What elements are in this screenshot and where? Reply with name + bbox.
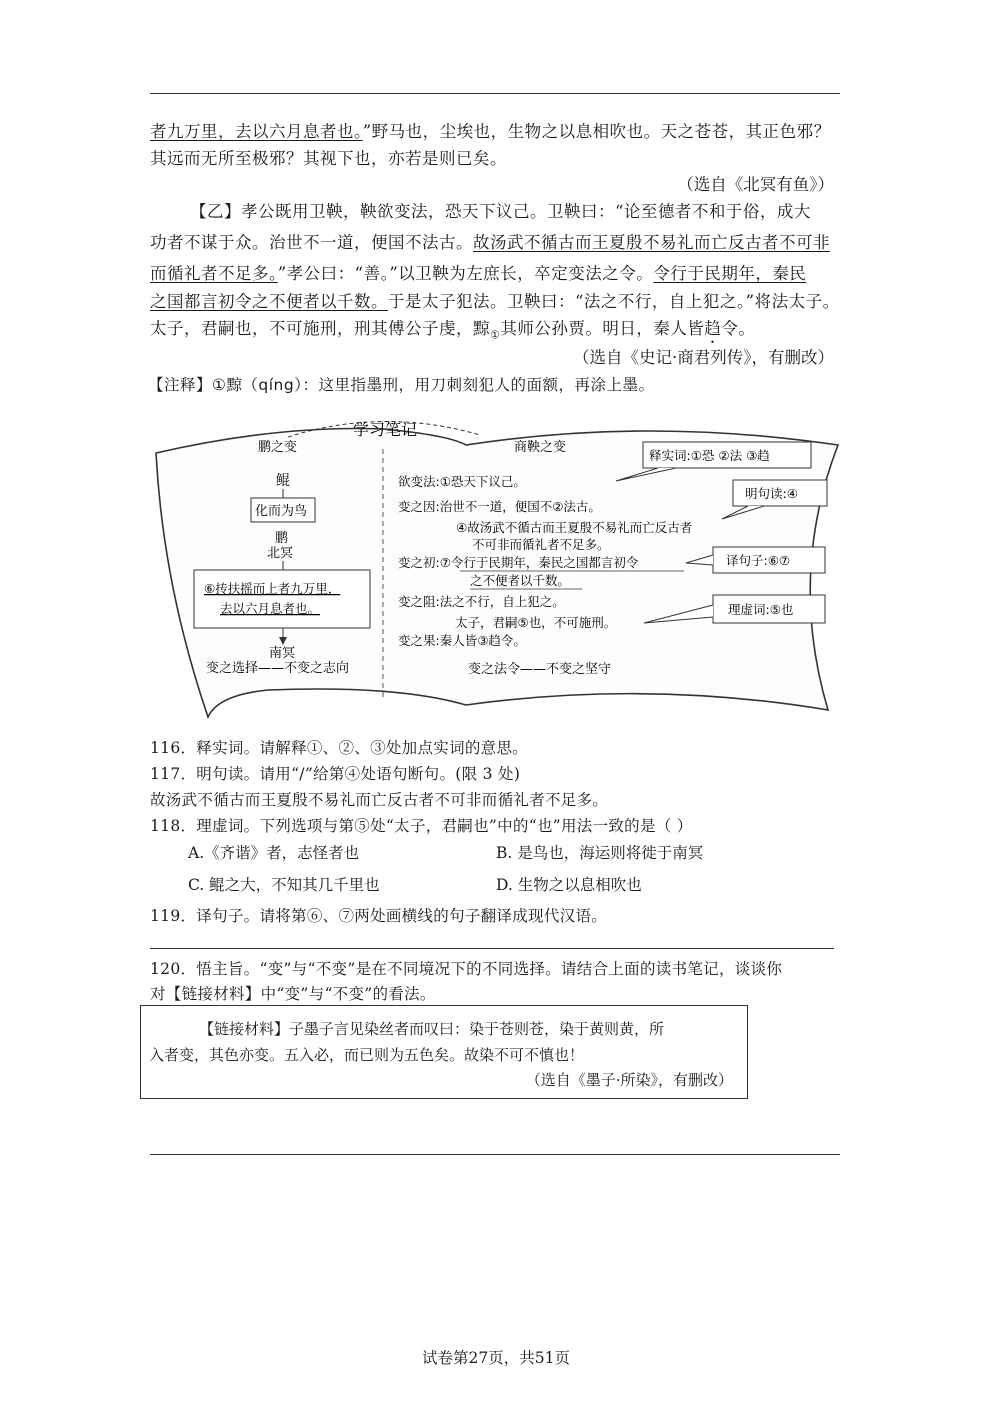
left-quote-line-2: 去以六月息者也。 [220,601,321,616]
linked-material-line-2: 入者变，其色亦变。五入必，而已则为五色矣。故染不可不慎也！ [149,1046,585,1064]
left-quote-line-1: ⑥抟扶摇而上者九万里， [204,581,341,596]
notes-title: 学习笔记 [353,420,418,439]
yi-line-4b: 于是太子犯法。卫鞅曰：“法之不行，自上犯之。”将法太子。 [388,292,840,311]
option-c[interactable]: C. 鲲之大，不知其几千里也 [188,876,380,894]
top-rule [150,93,840,94]
yi-underline-4b: 而循礼者不足多。 [150,264,278,283]
yi-line-2 [150,232,830,254]
callout-2: 明句读:④ [745,486,798,501]
question-120-line-1: 120．悟主旨。“变”与“不变”是在不同境况下的不同选择。请结合上面的读书笔记，谈谈你 [150,960,783,978]
linked-material-box [140,1005,748,1099]
left-beiming: 北冥 [267,546,294,561]
left-kun: 鲲 [276,473,290,489]
right-line-4: 不可非而循礼者不足多。 [472,537,610,552]
right-line-8: 太子，君嗣⑤也，不可施刑。 [455,615,617,630]
left-peng: 鹏 [275,531,289,546]
page-footer: 试卷第27页，共51页 [422,1349,570,1367]
yi-line-3 [150,263,806,285]
yi-source: （选自《史记·商君列传》，有删改） [573,348,834,367]
yi-line-2a: 功者不谋于众。治世不一道，便国不法古。 [150,233,473,252]
right-line-1: 欲变法:①恐天下议己。 [398,474,526,489]
callout-3: 译句子:⑥⑦ [726,553,791,568]
question-116: 116．释实词。请解释①、②、③处加点实词的意思。 [150,739,529,757]
jia-underlined-sentence: 者九万里，去以六月息者也。 [150,122,363,141]
option-a[interactable]: A.《齐谐》者，志怪者也 [188,844,360,862]
right-line-7: 变之阻:法之不行，自上犯之。 [398,594,565,609]
question-117: 117．明句读。请用“/”给第④处语句断句。(限 3 处) [150,765,521,783]
yi-line-3b: ”孝公曰：“善。”以卫鞅为左庶长，卒定变法之令。 [277,264,654,283]
callout-1: 释实词:①恐 ②法 ③趋 [649,448,770,463]
right-line-6: 之不便者以千数。 [470,573,571,588]
jia-line-2: 其远而无所至极邪？其视下也，亦若是则已矣。 [150,149,507,168]
right-line-5: 变之初:⑦令行于民期年，秦民之国都言初令 [398,555,639,570]
right-line-2: 变之因:治世不一道，便国不②法古。 [398,499,601,514]
quote-box [194,570,370,628]
study-notes-diagram [148,405,848,725]
linked-material-source: （选自《墨子·所染》，有删改） [525,1071,733,1089]
yi-line-5a: 太子，君嗣也，不可施刑，刑其傅公子虔，黥 [150,319,490,338]
linked-material-line-1: 【链接材料】子墨子言见染丝者而叹曰：染于苍则苍，染于黄则黄，所 [199,1020,665,1038]
yi-line-5d: 令。 [721,319,756,338]
yi-line-1: 【乙】孝公既用卫鞅，鞅欲变法，恐天下议己。卫鞅曰：“论至德者不和于俗，成大 [190,202,811,221]
left-heading: 鹏之变 [258,440,298,455]
question-120-line-2: 对【链接材料】中“变”与“不变”的看法。 [150,985,436,1003]
question-118: 118．理虚词。下列选项与第⑤处“太子，君嗣也”中的“也”用法一致的是（ ） [150,817,693,835]
yi-line-5b: 其师公孙贾。明日，秦人皆 [500,319,705,338]
yi-underline-4a: 故汤武不循古而王夏殷不易礼而亡反古者不可非 [473,233,830,252]
option-d[interactable]: D. 生物之以息相吹也 [496,876,642,894]
jia-line-1 [150,121,831,143]
yi-footnote-mark: ① [490,328,501,342]
right-summary: 变之法令——不变之坚守 [468,662,612,677]
jia-line-1-rest: ”野马也，尘埃也，生物之以息相吹也。天之苍苍，其正色邪？ [362,122,831,141]
question-119: 119．译句子。请将第⑥、⑦两处画横线的句子翻译成现代汉语。 [150,907,608,925]
left-nanming: 南冥 [269,646,296,661]
answer-line [150,948,834,949]
yi-line-4 [150,291,840,313]
yi-underline-7a: 令行于民期年，秦民 [653,264,807,283]
yi-line-5 [150,318,755,347]
left-summary: 变之选择——不变之志向 [206,661,350,676]
yi-underline-7b: 之国都言初令之不便者以千数。 [150,292,388,311]
option-b[interactable]: B. 是鸟也，海运则将徙于南冥 [496,844,704,862]
right-heading: 商鞅之变 [514,440,567,455]
right-line-9: 变之果:秦人皆③趋令。 [398,633,526,648]
left-transform: 化而为鸟 [255,504,308,519]
right-line-3: ④故汤武不循古而王夏殷不易礼而亡反古者 [456,520,693,535]
bottom-rule [150,1154,840,1155]
annotation: 【注释】①黥（qíng）：这里指墨刑，用刀刺刻犯人的面额，再涂上墨。 [148,376,655,394]
callout-4: 理虚词:⑤也 [728,602,794,617]
yi-dotted-qu: 趋 [704,319,722,338]
jia-source: （选自《北冥有鱼》） [677,175,834,194]
question-117-text: 故汤武不循古而王夏殷不易礼而亡反古者不可非而循礼者不足多。 [150,791,609,809]
